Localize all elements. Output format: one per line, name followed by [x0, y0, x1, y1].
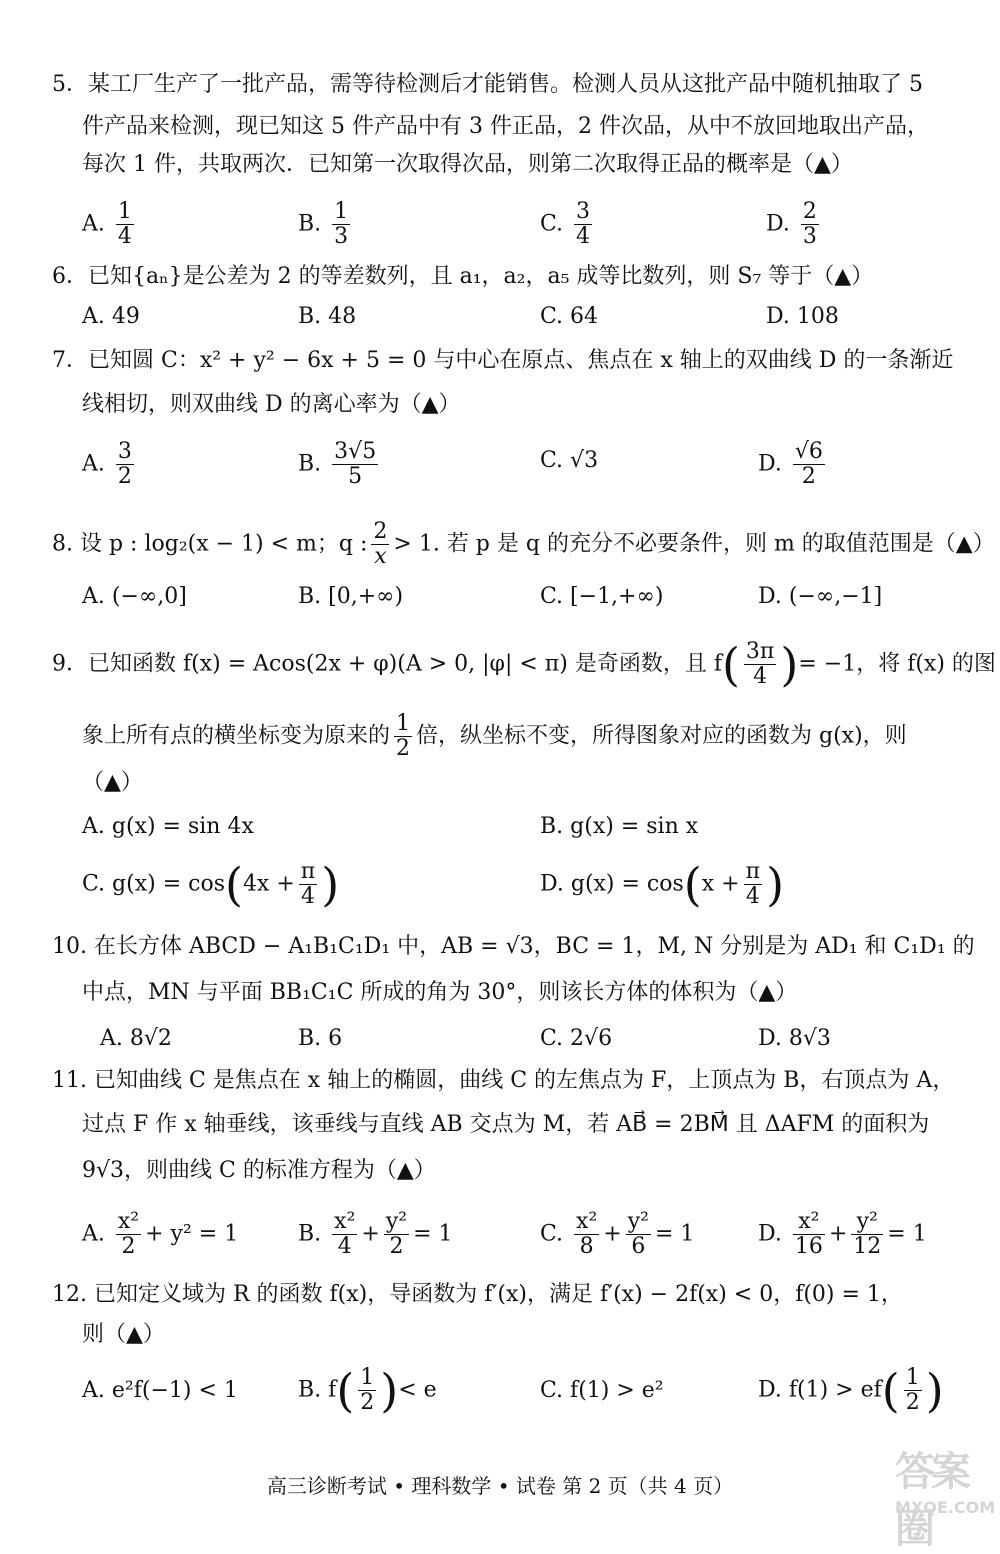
- q7-option-d: D. $\frac{√6}{2}$: [758, 439, 823, 489]
- q8-line1: 8. 设 p : log₂(x − 1) < m；q : $\frac{2}{x}$ > 1. 若 p 是 q 的充分不必要条件，则 m 的取值范围是（▲）: [52, 519, 995, 569]
- q11-option-c: C. $\frac{\text{x²}}{8}$ + $\frac{\text{y²}}{6}$ = 1: [540, 1209, 695, 1259]
- q5-option-a: A. $\frac{1}{4}$: [82, 199, 132, 249]
- q12-option-b: B. f( $\frac{1}{2}$ )< e: [298, 1363, 437, 1418]
- q8-option-d: D. (−∞,−1]: [758, 584, 883, 609]
- q5-option-b: B. $\frac{1}{3}$: [298, 199, 349, 249]
- q11-option-b: B. $\frac{\text{x²}}{4}$ + $\frac{\text{y²}}{2}$ = 1: [298, 1209, 453, 1259]
- watermark-text: 答案圈: [895, 1449, 967, 1552]
- q12-line1: 12. 已知定义域为 R 的函数 f(x)，导函数为 f′(x)，满足 f′(x) − 2f(x) < 0，f(0) = 1，: [52, 1282, 903, 1307]
- q7-option-a: A. $\frac{3}{2}$: [82, 439, 132, 489]
- q5-line2: 件产品来检测，现已知这 5 件产品中有 3 件正品，2 件次品，从中不放回地取出产品，: [82, 114, 929, 139]
- q8-option-b: B. [0,+∞): [298, 584, 404, 609]
- q11-line2: 过点 F 作 x 轴垂线，该垂线与直线 AB 交点为 M，若 AB⃗ = 2BM⃗ 且 ΔAFM 的面积为: [82, 1112, 930, 1137]
- q5-option-c: C. $\frac{3}{4}$: [540, 199, 591, 249]
- q11-line3: 9√3，则曲线 C 的标准方程为（▲）: [82, 1158, 436, 1183]
- q7-line2: 线相切，则双曲线 D 的离心率为（▲）: [82, 392, 461, 417]
- q9-option-b: B. g(x) = sin x: [540, 814, 699, 839]
- q9-line1: 9．已知函数 f(x) = Acos(2x + φ)(A > 0, |φ| < π) 是奇函数，且 f( $\frac{3\pi}{4}$ )= −1，将 f(x) 的图: [52, 637, 996, 692]
- watermark-url: MXQE.COM: [895, 1498, 996, 1517]
- q12-line2: 则（▲）: [82, 1322, 165, 1347]
- q11-option-a: A. $\frac{\text{x²}}{2}$ + y² = 1: [82, 1209, 239, 1259]
- q12-option-c: C. f(1) > e²: [540, 1378, 664, 1403]
- q6-option-c: C. 64: [540, 304, 599, 329]
- q6-option-b: B. 48: [298, 304, 357, 329]
- q7-option-b: B. $\frac{3√5}{5}$: [298, 439, 377, 489]
- q10-option-d: D. 8√3: [758, 1026, 831, 1051]
- q9-line2: 象上所有点的横坐标变为原来的 $\frac{1}{2}$ 倍，纵坐标不变，所得图象对应的函数为 g(x)，则: [82, 711, 907, 761]
- q6-line1: 6．已知{aₙ}是公差为 2 的等差数列，且 a₁，a₂，a₅ 成等比数列，则 S₇ 等于（▲）: [52, 264, 874, 289]
- q5-option-d: D. $\frac{2}{3}$: [766, 199, 817, 249]
- q10-line1: 10. 在长方体 ABCD − A₁B₁C₁D₁ 中，AB = √3，BC = 1，M, N 分别是为 AD₁ 和 C₁D₁ 的: [52, 934, 975, 959]
- q9-option-c: C. g(x) = cos(4x + $\frac{\pi}{4}$ ): [82, 857, 340, 912]
- q9-option-a: A. g(x) = sin 4x: [82, 814, 254, 839]
- q7-option-c: C. √3: [540, 448, 599, 473]
- q11-option-d: D. $\frac{\text{x²}}{16}$ + $\frac{\text{y²}}{12}$ = 1: [758, 1209, 927, 1259]
- q6-option-a: A. 49: [82, 304, 140, 329]
- q5-line3: 每次 1 件，共取两次．已知第一次取得次品，则第二次取得正品的概率是（▲）: [82, 152, 853, 177]
- q7-line1: 7．已知圆 C：x² + y² − 6x + 5 = 0 与中心在原点、焦点在 x 轴上的双曲线 D 的一条渐近: [52, 348, 954, 373]
- q11-line1: 11. 已知曲线 C 是焦点在 x 轴上的椭圆，曲线 C 的左焦点为 F，上顶点为 B，右顶点为 A，: [52, 1068, 955, 1093]
- q9-option-d: D. g(x) = cos(x + $\frac{\pi}{4}$ ): [540, 857, 785, 912]
- q9-line3: （▲）: [82, 770, 143, 795]
- watermark-logo: [895, 1440, 996, 1552]
- q12-option-d: D. f(1) > ef( $\frac{1}{2}$ ): [758, 1363, 944, 1418]
- q10-option-a: A. 8√2: [100, 1026, 172, 1051]
- q12-option-a: A. e²f(−1) < 1: [82, 1378, 238, 1403]
- q6-option-d: D. 108: [766, 304, 839, 329]
- page-footer: 高三诊断考试 • 理科数学 • 试卷 第 2 页（共 4 页）: [266, 1474, 734, 1498]
- q10-option-b: B. 6: [298, 1026, 343, 1051]
- q8-option-a: A. (−∞,0]: [82, 584, 187, 609]
- q10-option-c: C. 2√6: [540, 1026, 613, 1051]
- q5-line1: 5．某工厂生产了一批产品，需等待检测后才能销售。检测人员从这批产品中随机抽取了 5: [52, 72, 923, 97]
- q10-line2: 中点，MN 与平面 BB₁C₁C 所成的角为 30°，则该长方体的体积为（▲）: [82, 980, 798, 1005]
- q8-option-c: C. [−1,+∞): [540, 584, 664, 609]
